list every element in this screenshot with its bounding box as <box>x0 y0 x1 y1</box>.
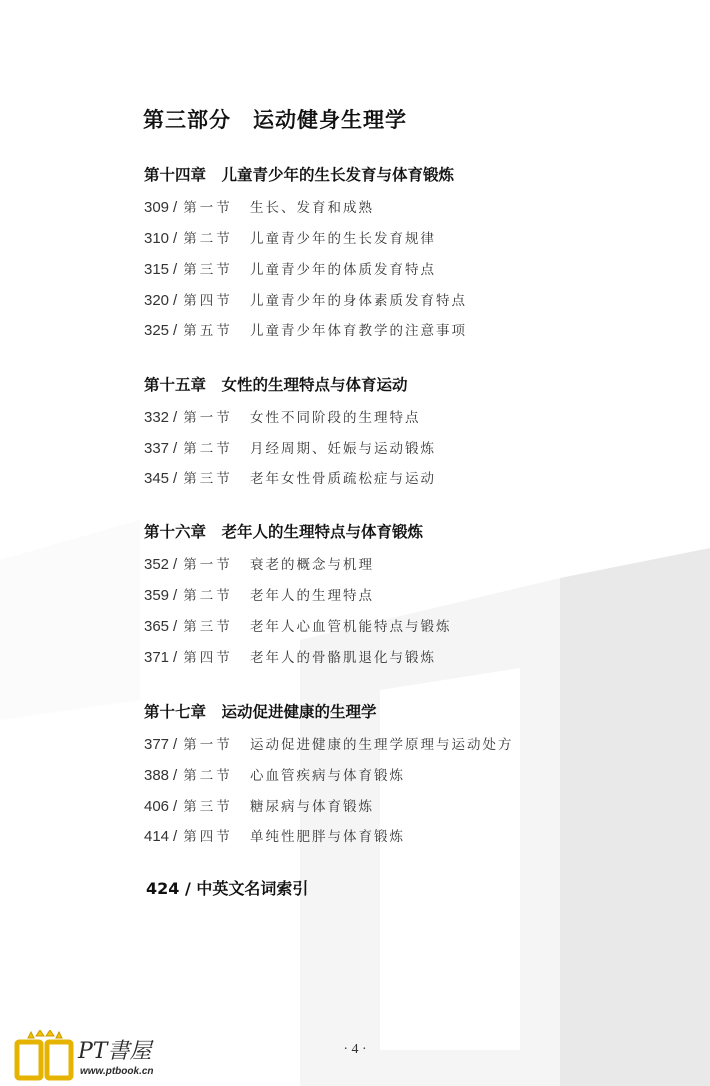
chapter-title: 第十七章 运动促进健康的生理学 <box>144 703 377 721</box>
entry-page: 359 <box>144 587 170 604</box>
entry-page: 310 <box>144 230 170 247</box>
entry-title: 月经周期、妊娠与运动锻炼 <box>250 441 436 457</box>
entry-section: 第三节 <box>183 619 233 635</box>
entry-section: 第四节 <box>183 650 233 666</box>
toc-entry[interactable]: 309 / 第一节 生长、发育和成熟 <box>144 196 233 218</box>
toc-entry[interactable]: 365 / 第三节 老年人心血管机能特点与锻炼 <box>144 615 233 637</box>
index-entry[interactable]: 424 / 中英文名词索引 <box>146 879 309 898</box>
entry-title: 女性不同阶段的生理特点 <box>250 410 421 426</box>
entry-title: 衰老的概念与机理 <box>250 557 374 573</box>
toc-entry[interactable]: 388 / 第二节 心血管疾病与体育锻炼 <box>144 764 233 786</box>
toc-entry[interactable]: 371 / 第四节 老年人的骨骼肌退化与锻炼 <box>144 646 233 668</box>
entry-section: 第四节 <box>183 293 233 309</box>
entry-title: 生长、发育和成熟 <box>250 200 374 216</box>
entry-page: 406 <box>144 798 170 815</box>
entry-page: 325 <box>144 322 170 339</box>
entry-section: 第五节 <box>183 323 233 339</box>
entry-title: 儿童青少年的生长发育规律 <box>250 231 436 247</box>
toc-entry[interactable]: 352 / 第一节 衰老的概念与机理 <box>144 553 233 575</box>
entry-section: 第四节 <box>183 829 233 845</box>
entry-title: 老年女性骨质疏松症与运动 <box>250 471 436 487</box>
entry-title: 糖尿病与体育锻炼 <box>250 799 374 815</box>
part-title: 第三部分 运动健身生理学 <box>143 108 407 132</box>
toc-entry[interactable]: 337 / 第二节 月经周期、妊娠与运动锻炼 <box>144 437 233 459</box>
toc-entry[interactable]: 320 / 第四节 儿童青少年的身体素质发育特点 <box>144 289 233 311</box>
page-number: · 4 · <box>343 1042 367 1057</box>
entry-title: 运动促进健康的生理学原理与运动处方 <box>250 737 514 753</box>
toc-entry[interactable]: 315 / 第三节 儿童青少年的体质发育特点 <box>144 258 233 280</box>
entry-page: 337 <box>144 440 170 457</box>
entry-section: 第二节 <box>183 588 233 604</box>
entry-section: 第二节 <box>183 441 233 457</box>
logo-url[interactable]: www.ptbook.cn <box>80 1066 154 1077</box>
toc-entry[interactable]: 345 / 第三节 老年女性骨质疏松症与运动 <box>144 467 233 489</box>
toc-entry[interactable]: 332 / 第一节 女性不同阶段的生理特点 <box>144 406 233 428</box>
entry-section: 第一节 <box>183 737 233 753</box>
chapter-title: 第十六章 老年人的生理特点与体育锻炼 <box>144 523 424 541</box>
entry-page: 371 <box>144 649 170 666</box>
entry-title: 老年人的生理特点 <box>250 588 374 604</box>
entry-page: 414 <box>144 828 170 845</box>
entry-title: 儿童青少年的体质发育特点 <box>250 262 436 278</box>
entry-title: 儿童青少年的身体素质发育特点 <box>250 293 467 309</box>
toc-entry[interactable]: 310 / 第二节 儿童青少年的生长发育规律 <box>144 227 233 249</box>
toc-entry[interactable]: 359 / 第二节 老年人的生理特点 <box>144 584 233 606</box>
entry-page: 345 <box>144 470 170 487</box>
toc-entry[interactable]: 325 / 第五节 儿童青少年体育教学的注意事项 <box>144 319 233 341</box>
entry-title: 心血管疾病与体育锻炼 <box>250 768 405 784</box>
logo-name: PT書屋 <box>78 1039 152 1064</box>
entry-page: 377 <box>144 736 170 753</box>
entry-title: 儿童青少年体育教学的注意事项 <box>250 323 467 339</box>
entry-section: 第一节 <box>183 200 233 216</box>
entry-section: 第三节 <box>183 471 233 487</box>
entry-section: 第二节 <box>183 768 233 784</box>
entry-title: 单纯性肥胖与体育锻炼 <box>250 829 405 845</box>
toc-entry[interactable]: 406 / 第三节 糖尿病与体育锻炼 <box>144 795 233 817</box>
chapter-title: 第十四章 儿童青少年的生长发育与体育锻炼 <box>144 166 455 184</box>
entry-section: 第一节 <box>183 557 233 573</box>
entry-section: 第二节 <box>183 231 233 247</box>
toc-entry[interactable]: 377 / 第一节 运动促进健康的生理学原理与运动处方 <box>144 733 233 755</box>
entry-page: 365 <box>144 618 170 635</box>
toc-entry[interactable]: 414 / 第四节 单纯性肥胖与体育锻炼 <box>144 825 233 847</box>
entry-page: 388 <box>144 767 170 784</box>
entry-page: 309 <box>144 199 170 216</box>
entry-page: 315 <box>144 261 170 278</box>
entry-title: 老年人心血管机能特点与锻炼 <box>250 619 452 635</box>
entry-page: 320 <box>144 292 170 309</box>
entry-section: 第三节 <box>183 799 233 815</box>
entry-title: 老年人的骨骼肌退化与锻炼 <box>250 650 436 666</box>
entry-section: 第一节 <box>183 410 233 426</box>
entry-page: 332 <box>144 409 170 426</box>
book-logo-icon <box>14 1030 74 1082</box>
entry-section: 第三节 <box>183 262 233 278</box>
entry-page: 352 <box>144 556 170 573</box>
chapter-title: 第十五章 女性的生理特点与体育运动 <box>144 376 408 394</box>
